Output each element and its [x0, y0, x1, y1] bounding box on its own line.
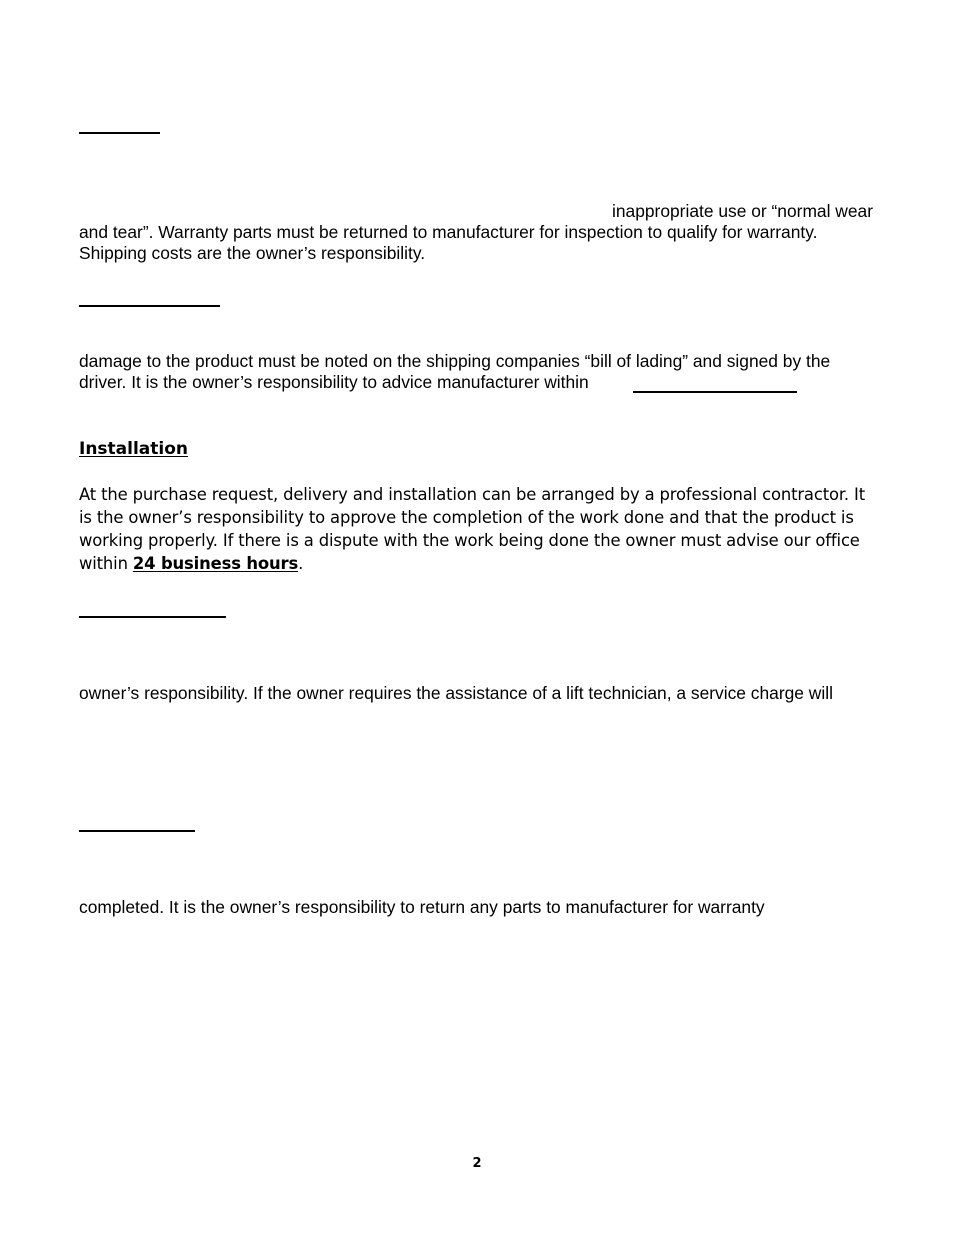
- installation-deadline: 24 business hours: [132, 554, 299, 573]
- installation-last-line-prefix: within: [79, 554, 133, 573]
- shipping-deadline-blank: [633, 391, 797, 393]
- warranty-heading-rule: [79, 132, 160, 134]
- page-number: 2: [472, 1156, 482, 1171]
- installation-text-line-2: is the owner’s responsibility to approve the completion of the work done and that the product is: [79, 508, 854, 527]
- installation-text-line-3: working properly. If there is a dispute with the work being done the owner must advise our office: [79, 531, 860, 550]
- shipping-heading-rule: [79, 305, 220, 307]
- repairs-heading-rule: [79, 830, 195, 832]
- shipping-text-line-2: driver. It is the owner’s responsibility to advice manufacturer within: [79, 372, 589, 392]
- maintenance-heading-rule: [79, 616, 226, 618]
- installation-text-line-1: At the purchase request, delivery and installation can be arranged by a professional contractor. It: [79, 485, 866, 504]
- warranty-text-line-2: and tear”. Warranty parts must be returned to manufacturer for inspection to qualify for warranty.: [79, 222, 818, 242]
- warranty-text-line-3: Shipping costs are the owner’s responsibility.: [79, 243, 426, 263]
- installation-heading: Installation: [79, 439, 189, 459]
- warranty-text-line-1: inappropriate use or “normal wear: [612, 201, 873, 221]
- maintenance-text-line: owner’s responsibility. If the owner requires the assistance of a lift technician, a service charge will: [79, 683, 833, 703]
- installation-last-line-suffix: .: [298, 554, 304, 573]
- installation-text-line-4: [79, 552, 303, 575]
- shipping-text-line-1: damage to the product must be noted on the shipping companies “bill of lading” and signed by the: [79, 351, 831, 371]
- repairs-text-line: completed. It is the owner’s responsibility to return any parts to manufacturer for warranty: [79, 897, 765, 917]
